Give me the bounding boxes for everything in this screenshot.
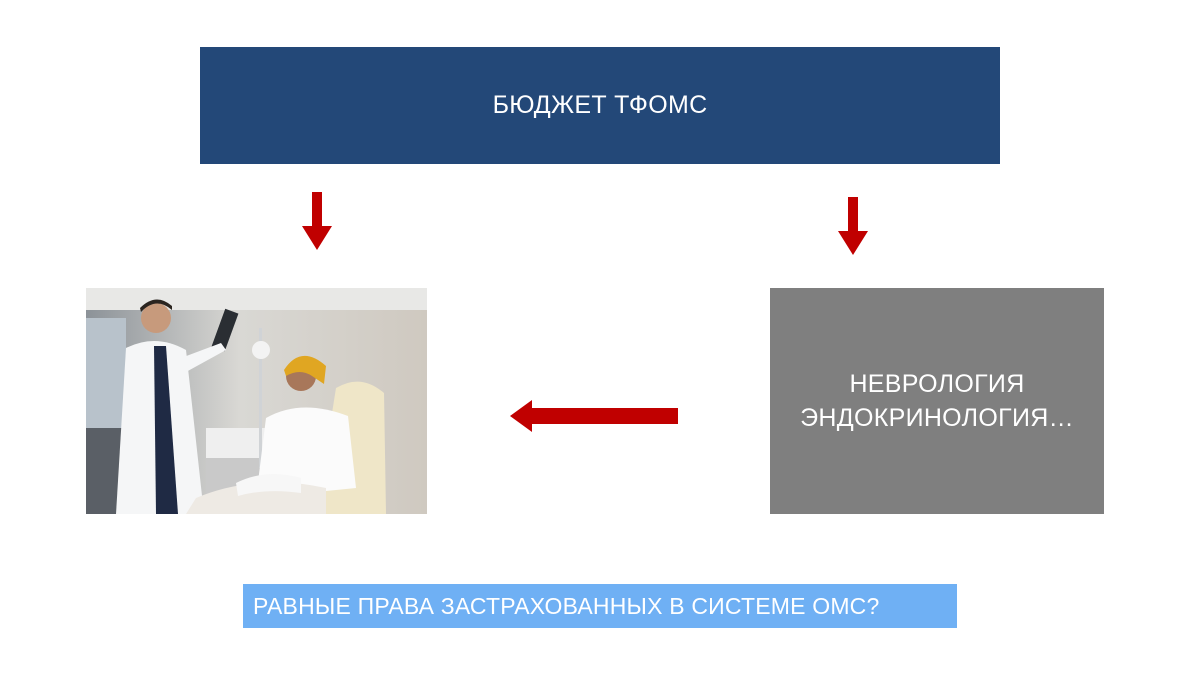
budget-tfoms-label: БЮДЖЕТ ТФОМС [492, 91, 708, 119]
arrow-left-icon [510, 400, 680, 432]
doctor-patient-illustration [86, 288, 427, 514]
budget-tfoms-box [200, 47, 1000, 164]
equal-rights-question: РАВНЫЕ ПРАВА ЗАСТРАХОВАННЫХ В СИСТЕМЕ ОМС? [253, 592, 880, 619]
equal-rights-banner [243, 584, 957, 628]
specialty-endocrinology: ЭНДОКРИНОЛОГИЯ… [800, 404, 1074, 432]
doctor-patient-photo [86, 288, 427, 514]
specialties-box [770, 288, 1104, 514]
specialty-neurology: НЕВРОЛОГИЯ [849, 370, 1025, 398]
arrow-down-right-icon [838, 197, 868, 257]
arrow-down-left-icon [302, 192, 332, 252]
